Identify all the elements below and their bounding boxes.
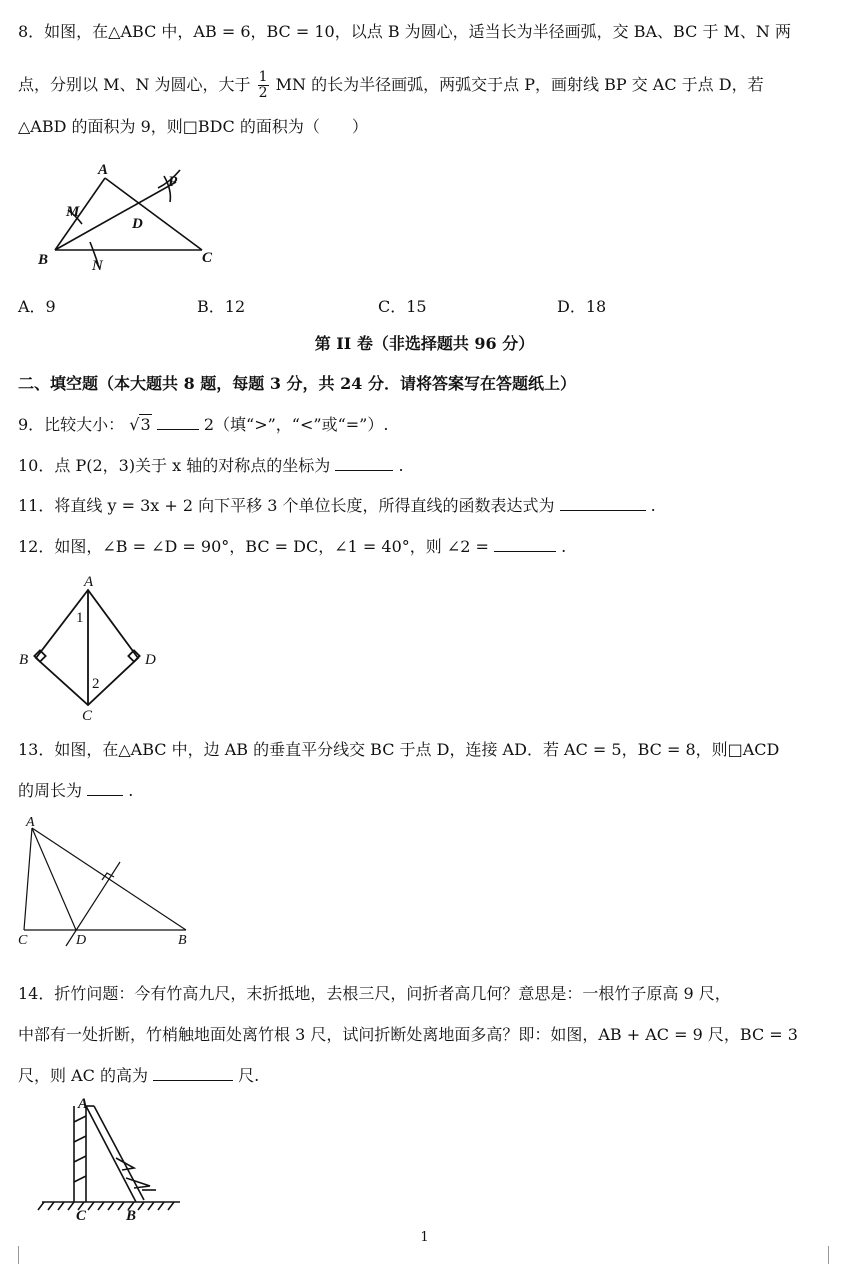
- q8-line3: △ABD 的面积为 9，则□BDC 的面积为（ ）: [18, 117, 368, 136]
- section2-title: 第 II 卷（非选择题共 96 分）: [314, 334, 535, 353]
- q13-label-d: D: [76, 933, 87, 948]
- left-margin-mark: [18, 1246, 19, 1264]
- q8-option-a: A．9: [18, 297, 56, 316]
- q12-label-c: C: [82, 708, 93, 724]
- q13-line2: [18, 781, 133, 801]
- q8-option-d: D．18: [557, 297, 607, 316]
- fraction-denominator: 2: [258, 85, 268, 101]
- q12-quadrilateral: [36, 590, 138, 705]
- q8-label-p: P: [168, 174, 178, 190]
- q13-figure: [14, 812, 204, 952]
- q8-line1: 8．如图，在△ABC 中，AB = 6，BC = 10，以点 B 为圆心，适当长为半径画弧，交 BA、BC 于 M、N 两: [18, 22, 791, 41]
- q10-answer-blank[interactable]: [335, 456, 393, 471]
- q12-label-a: A: [84, 574, 94, 590]
- q9-answer-blank[interactable]: [157, 415, 199, 430]
- q14-leaf-2: [126, 1178, 150, 1188]
- q14-line3-end: 尺.: [238, 1066, 260, 1085]
- q8-label-m: M: [66, 204, 80, 220]
- q11-answer-blank[interactable]: [560, 496, 646, 511]
- q8-line2: [18, 70, 764, 101]
- q13-line1: 13．如图，在△ABC 中，边 AB 的垂直平分线交 BC 于点 D，连接 AD．若 AC = 5，BC = 8，则□ACD: [18, 740, 780, 759]
- q9-sqrt: √3: [129, 415, 151, 434]
- q14-ground-hatching: [38, 1202, 174, 1210]
- q10-line: [18, 456, 404, 476]
- q14-bamboo-nodes: [74, 1116, 86, 1182]
- q8-line2-pre: 点，分别以 M、N 为圆心，大于: [18, 75, 251, 94]
- q12-label-d: D: [145, 652, 156, 668]
- q12-answer-blank[interactable]: [494, 537, 556, 552]
- q8-figure: [30, 160, 230, 275]
- q12-figure: [14, 572, 164, 724]
- q14-line2: 中部有一处折断，竹梢触地面处离竹根 3 尺，试问折断处离地面多高？即：如图，AB + AC = 9 尺，BC = 3: [18, 1025, 798, 1044]
- q14-figure: [30, 1094, 200, 1224]
- q9-radicand: 3: [140, 415, 151, 434]
- q14-broken-top-right: [94, 1106, 144, 1200]
- q13-label-c: C: [18, 933, 28, 948]
- q13-line2-text: 的周长为: [18, 781, 83, 800]
- page-number: 1: [420, 1230, 429, 1245]
- q14-line3: [18, 1066, 259, 1086]
- q13-side-ac: [24, 828, 32, 930]
- q13-label-b: B: [178, 933, 187, 948]
- q12-angle-1: 1: [76, 610, 84, 626]
- fraction-numerator: 1: [258, 69, 268, 85]
- q13-perpendicular-bisector: [66, 862, 120, 946]
- q12-end: .: [561, 537, 567, 556]
- q8-option-b: B．12: [197, 297, 246, 316]
- q11-line: [18, 496, 656, 516]
- q12-angle-2: 2: [92, 676, 100, 692]
- q14-label-a: A: [78, 1096, 89, 1112]
- q8-label-n: N: [92, 258, 103, 274]
- right-margin-mark: [828, 1246, 829, 1264]
- q10-end: .: [398, 456, 404, 475]
- q11-text: 11．将直线 y = 3x + 2 向下平移 3 个单位长度，所得直线的函数表达式为: [18, 496, 555, 515]
- q14-line3-pre: 尺，则 AC 的高为: [18, 1066, 148, 1085]
- q8-label-b: B: [38, 252, 49, 268]
- q13-answer-blank[interactable]: [87, 781, 123, 796]
- q14-line1: 14．折竹问题：今有竹高九尺，末折抵地，去根三尺，问折者高几何？意思是：一根竹子原高 9 尺，: [18, 984, 731, 1003]
- q8-side-ab: [55, 178, 105, 250]
- q10-text: 10．点 P(2，3)关于 x 轴的对称点的坐标为: [18, 456, 331, 475]
- q13-end: .: [128, 781, 134, 800]
- q14-label-b: B: [126, 1208, 137, 1224]
- q13-segment-ad: [32, 828, 76, 930]
- q8-option-c: C．15: [378, 297, 427, 316]
- q8-label-a: A: [98, 162, 109, 178]
- section2-heading: 二、填空题（本大题共 8 题，每题 3 分，共 24 分．请将答案写在答题纸上）: [18, 374, 576, 393]
- q9-line: [18, 415, 388, 435]
- q12-line: [18, 537, 566, 557]
- q14-answer-blank[interactable]: [153, 1066, 233, 1081]
- q9-after: 2（填“>”，“<”或“=”）.: [203, 415, 389, 434]
- q11-end: .: [650, 496, 656, 515]
- q8-label-c: C: [202, 250, 213, 266]
- q13-label-a: A: [26, 815, 35, 830]
- q14-broken-top-left: [86, 1106, 136, 1202]
- q12-text: 12．如图，∠B = ∠D = 90°，BC = DC，∠1 = 40°，则 ∠2 =: [18, 537, 489, 556]
- fraction-one-half: [258, 70, 269, 101]
- q8-line2-post: MN 的长为半径画弧，两弧交于点 P，画射线 BP 交 AC 于点 D，若: [275, 75, 764, 94]
- q12-label-b: B: [19, 652, 29, 668]
- q8-label-d: D: [132, 216, 143, 232]
- q14-label-c: C: [76, 1208, 87, 1224]
- q9-prefix: 9．比较大小：: [18, 415, 125, 434]
